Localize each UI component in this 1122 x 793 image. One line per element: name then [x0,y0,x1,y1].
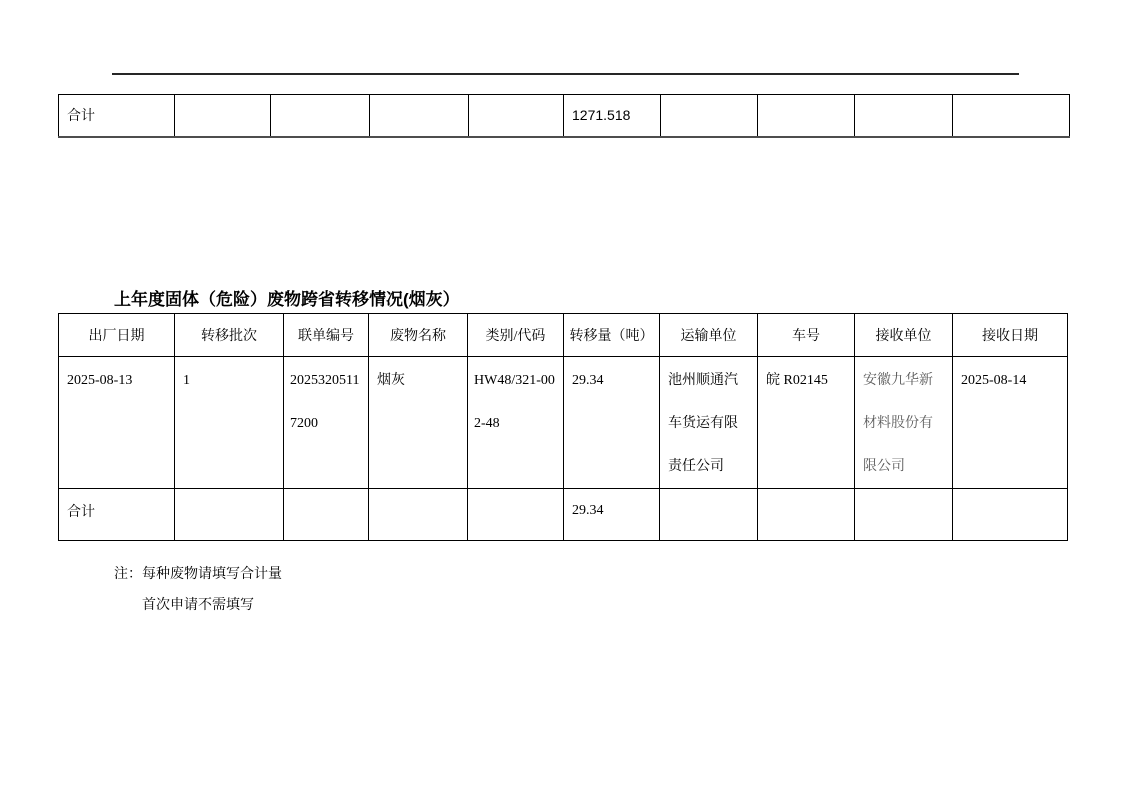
cell-transfer-batch: 1 [175,357,284,489]
table-row [59,95,1070,137]
cell-manifest-number: 20253205117200 [284,357,369,489]
horizontal-rule [112,73,1019,75]
empty-cell [469,95,564,137]
empty-cell [175,95,271,137]
footnote-line-2: 首次申请不需填写 [142,598,254,613]
empty-cell [953,95,1070,137]
empty-cell [758,489,855,541]
footnote-line-1: 注：每种废物请填写合计量 [114,567,282,582]
empty-cell [175,489,284,541]
cell-category-code: HW48/321-002-48 [468,357,564,489]
empty-cell [855,95,953,137]
empty-cell [953,489,1068,541]
empty-cell [855,489,953,541]
empty-cell [370,95,469,137]
cell-waste-name: 烟灰 [369,357,468,489]
empty-cell [468,489,564,541]
header-factory-date: 出厂日期 [59,314,175,357]
total-amount-cell: 29.34 [564,489,660,541]
cell-transfer-amount: 29.34 [564,357,660,489]
header-vehicle-number: 车号 [758,314,855,357]
total-label-cell: 合计 [59,95,175,137]
header-transport-unit: 运输单位 [660,314,758,357]
header-manifest-number: 联单编号 [284,314,369,357]
cell-receiver-unit: 安徽九华新材料股份有限公司 [855,357,953,489]
total-amount-cell: 1271.518 [564,95,661,137]
cell-vehicle-number: 皖 R02145 [758,357,855,489]
empty-cell [661,95,758,137]
header-receive-date: 接收日期 [953,314,1068,357]
header-transfer-amount: 转移量（吨） [564,314,660,357]
empty-cell [660,489,758,541]
empty-cell [758,95,855,137]
header-row [59,314,1068,357]
empty-cell [271,95,370,137]
previous-table-total-row-fragment [58,94,1070,138]
cell-transport-unit: 池州顺通汽车货运有限责任公司 [660,357,758,489]
total-row [59,489,1068,541]
total-label-cell: 合计 [59,489,175,541]
waste-transfer-table [58,313,1068,541]
data-row [59,357,1068,489]
empty-cell [284,489,369,541]
header-waste-name: 废物名称 [369,314,468,357]
header-transfer-batch: 转移批次 [175,314,284,357]
cell-receive-date: 2025-08-14 [953,357,1068,489]
header-category-code: 类别/代码 [468,314,564,357]
header-receiver-unit: 接收单位 [855,314,953,357]
section-title: 上年度固体（危险）废物跨省转移情况(烟灰） [114,290,460,309]
cell-factory-date: 2025-08-13 [59,357,175,489]
empty-cell [369,489,468,541]
